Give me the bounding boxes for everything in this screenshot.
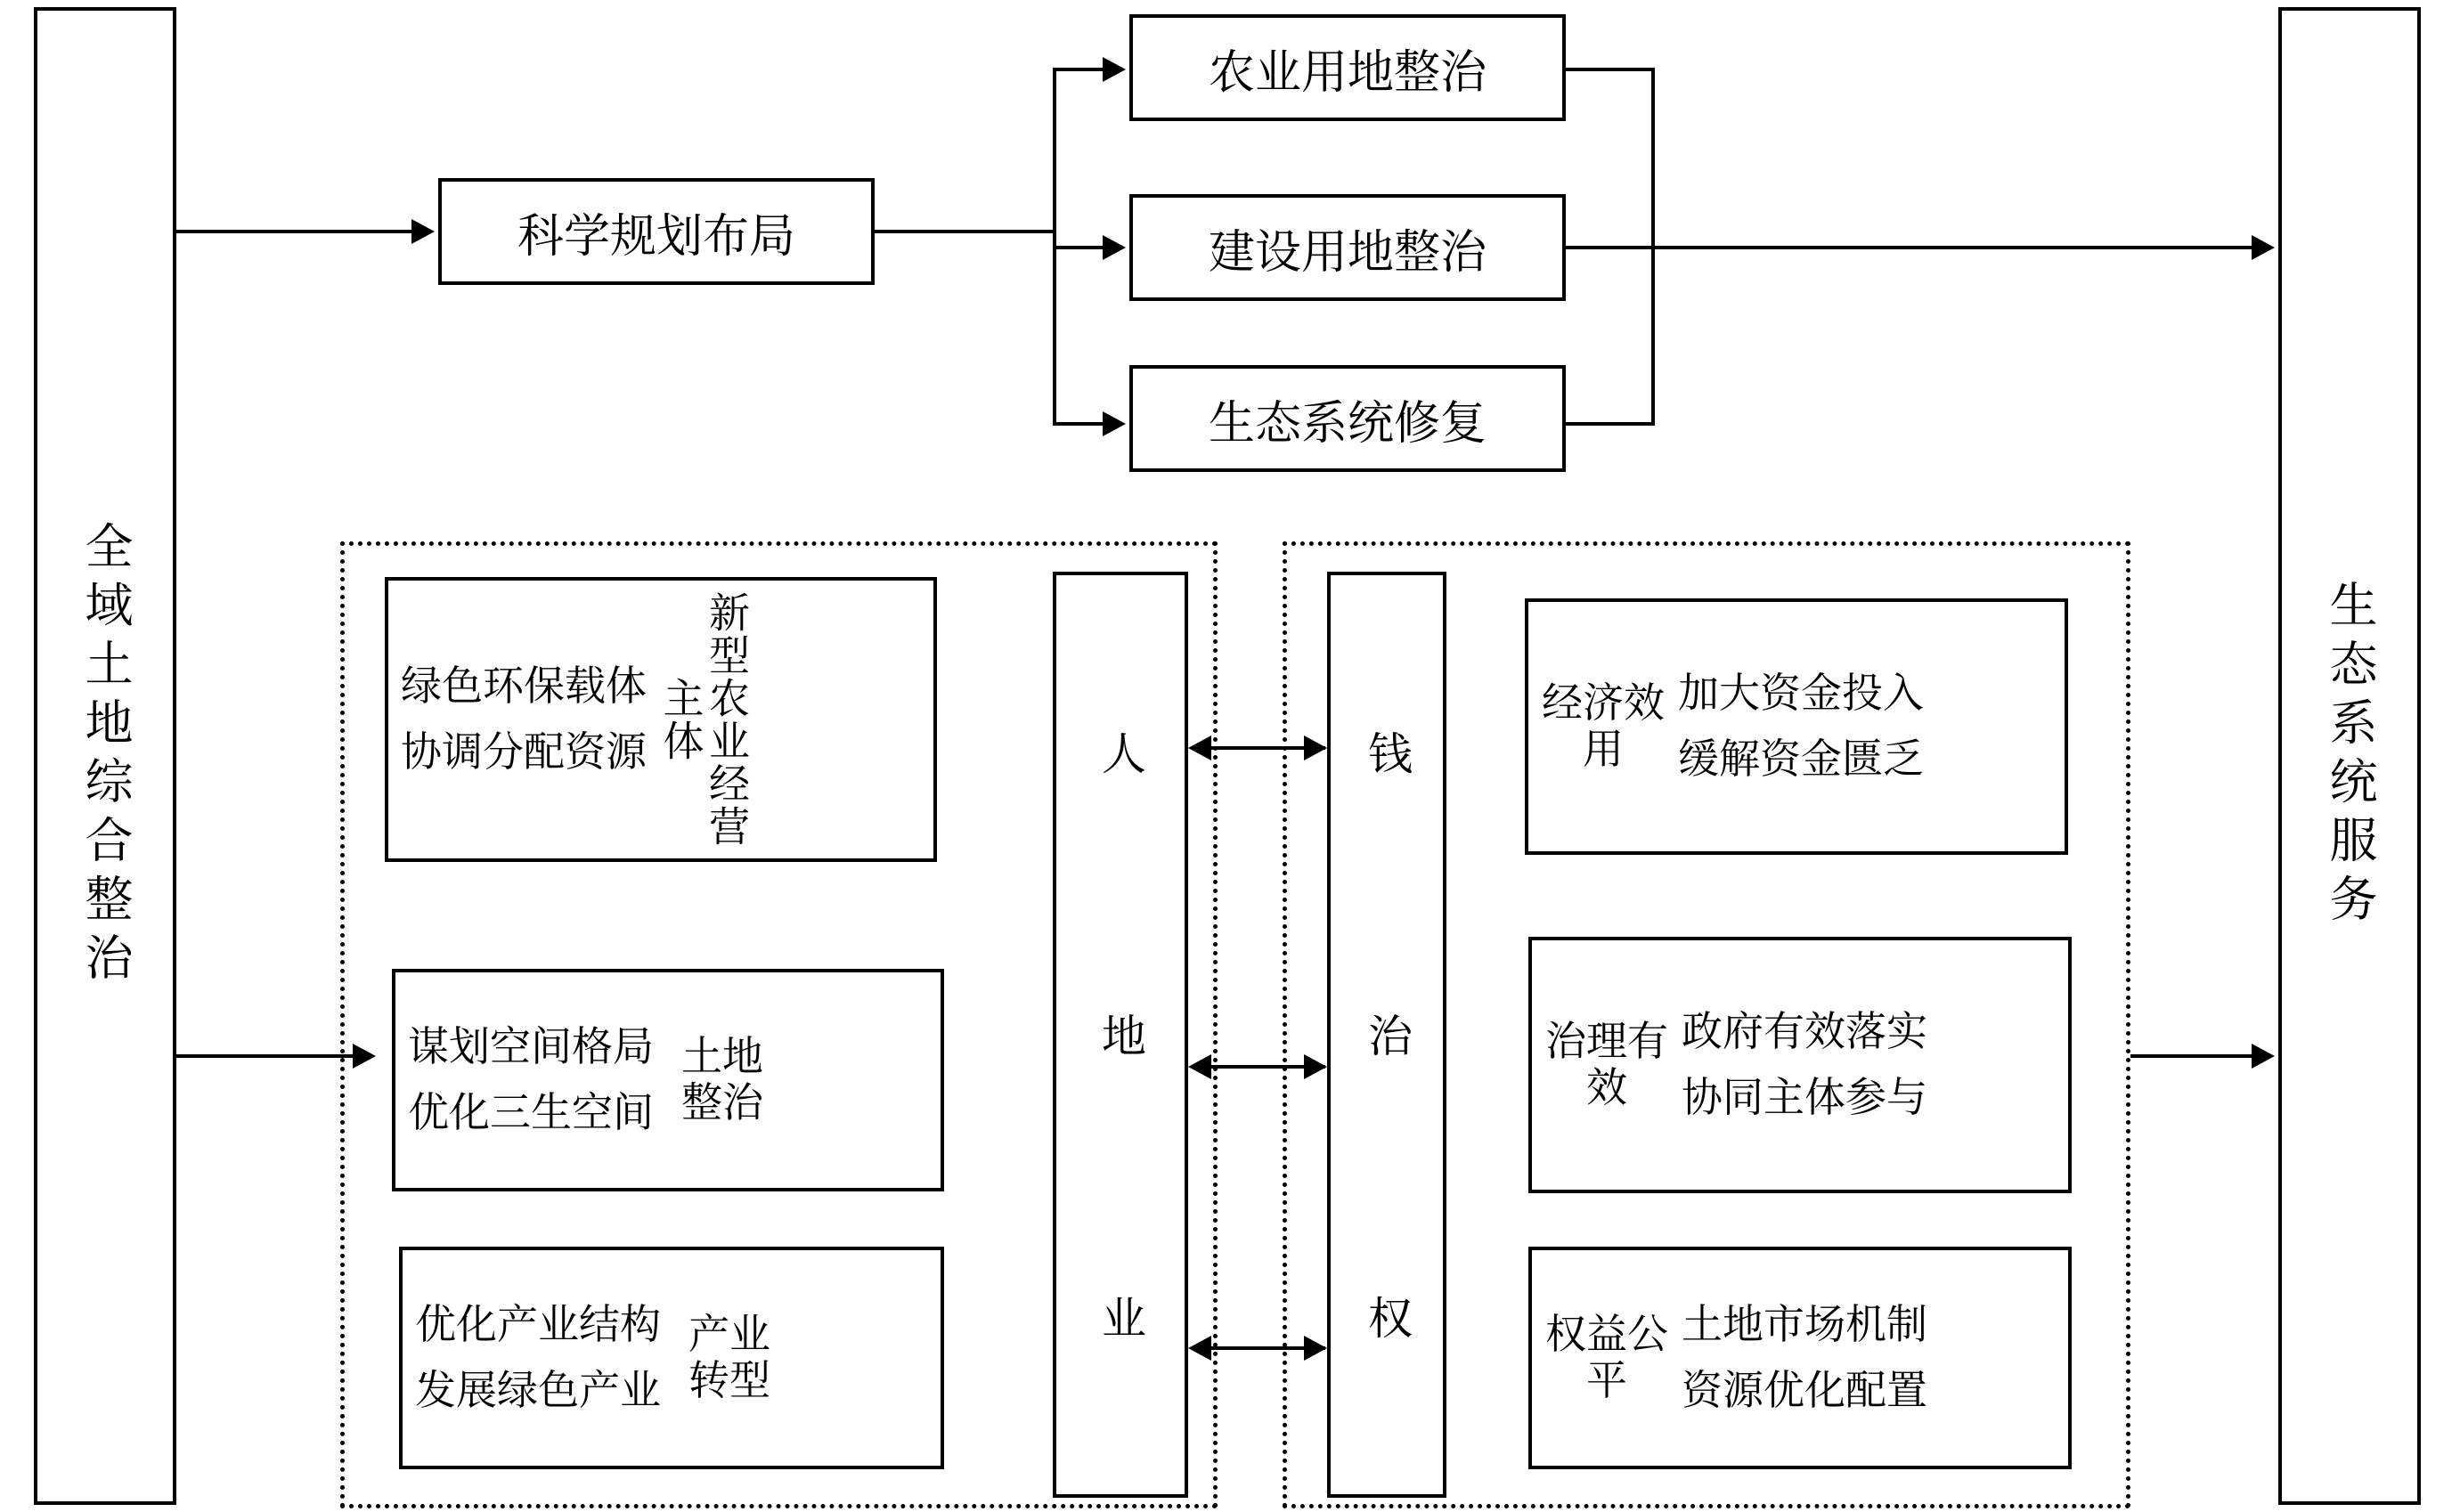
- node-center-right-char-1: 钱: [1362, 729, 1412, 775]
- connector-leftmain-to-group: [176, 1054, 365, 1058]
- node-right-item-3-line-1: 土地市场机制: [1682, 1301, 1927, 1347]
- node-center-bar-left-stack: [1088, 575, 1153, 1494]
- arrowhead-bars-1-right: [1304, 736, 1327, 760]
- connector-top2-to-rightmain: [1566, 246, 2260, 249]
- node-center-bar-right-stack: [1355, 575, 1419, 1494]
- node-right-item-2: [1528, 937, 2072, 1193]
- node-right-item-1-tag: 经济效用: [1542, 680, 1665, 772]
- node-top-1-label: 农业用地整治: [1208, 47, 1487, 99]
- node-right-item-2-lines: [1676, 1008, 1927, 1120]
- node-right-item-3-lines: [1676, 1301, 1927, 1413]
- node-left-item-1-tag: 新型农业经营主体: [657, 591, 750, 848]
- node-right-item-3-line-2: 资源优化配置: [1682, 1368, 1927, 1413]
- node-planning-label: 科学规划布局: [517, 211, 795, 263]
- node-left-item-3-tag: 产业转型: [688, 1312, 770, 1403]
- node-center-right-char-2: 治: [1362, 1012, 1412, 1057]
- node-right-item-2-line-1: 政府有效落实: [1682, 1008, 1927, 1054]
- node-left-item-3-lines: [403, 1301, 661, 1413]
- node-right-item-1-lines: [1673, 672, 1924, 782]
- node-left-main-label: 全域土地综合整治: [78, 521, 132, 991]
- node-right-main-label: 生态系统服务: [2323, 580, 2376, 932]
- node-top-2: [1129, 194, 1566, 301]
- node-top-3-label: 生态系统修复: [1208, 398, 1487, 450]
- arrowhead-top1-in: [1103, 57, 1126, 82]
- node-right-item-2-line-2: 协同主体参与: [1682, 1075, 1927, 1120]
- arrowhead-bars-2-right: [1304, 1054, 1327, 1079]
- arrowhead-bars-2-left: [1188, 1054, 1211, 1079]
- connector-top1-out: [1566, 68, 1655, 71]
- node-center-left-char-1: 人: [1096, 729, 1145, 775]
- node-center-bar-right: [1327, 572, 1446, 1498]
- node-left-item-1: [385, 577, 937, 862]
- node-left-item-1-lines: [388, 665, 647, 775]
- node-top-1: [1129, 14, 1566, 121]
- node-right-item-3-tag: 权益公平: [1545, 1312, 1668, 1403]
- connector-top3-out: [1566, 422, 1655, 426]
- arrowhead-top2-in: [1103, 235, 1126, 260]
- connector-bus-to-top1: [1053, 68, 1106, 71]
- arrowhead-planning-in: [411, 219, 435, 244]
- node-left-item-2-line-1: 谋划空间格局: [408, 1023, 654, 1069]
- connector-leftmain-to-planning: [176, 230, 415, 233]
- connector-bus-to-top3: [1053, 422, 1106, 426]
- arrowhead-bars-3-left: [1188, 1336, 1211, 1361]
- node-left-item-2-tag: 土地整治: [681, 1034, 763, 1126]
- node-left-item-1-line-1: 绿色环保载体: [401, 663, 647, 709]
- arrowhead-bars-3-right: [1304, 1336, 1327, 1361]
- node-center-left-char-3: 业: [1096, 1295, 1145, 1340]
- arrowhead-top3-in: [1103, 411, 1126, 436]
- node-top-2-label: 建设用地整治: [1208, 227, 1487, 279]
- connector-planning-to-bus: [875, 230, 1053, 233]
- node-left-item-2: [392, 969, 944, 1191]
- node-left-item-2-lines: [395, 1023, 654, 1135]
- node-right-item-1: [1525, 598, 2068, 855]
- node-right-main: [2278, 7, 2421, 1505]
- connector-bus-to-top2: [1053, 246, 1106, 249]
- arrowhead-rightmain-bottom-in: [2252, 1044, 2275, 1069]
- node-right-item-1-line-2: 缓解资金匮乏: [1678, 736, 1924, 782]
- node-right-item-3: [1528, 1247, 2072, 1469]
- node-right-item-1-line-1: 加大资金投入: [1678, 670, 1924, 716]
- node-left-main: [34, 7, 176, 1505]
- node-center-bar-left: [1053, 572, 1188, 1498]
- node-right-item-2-tag: 治理有效: [1545, 1019, 1668, 1110]
- node-center-left-char-2: 地: [1096, 1012, 1145, 1057]
- node-left-item-1-line-2: 协调分配资源: [401, 729, 647, 775]
- node-top-3: [1129, 365, 1566, 472]
- arrowhead-bars-1-left: [1188, 736, 1211, 760]
- node-center-right-char-3: 权: [1362, 1295, 1412, 1340]
- arrowhead-rightmain-top-in: [2252, 235, 2275, 260]
- node-planning: [438, 178, 875, 285]
- node-left-item-2-line-2: 优化三生空间: [408, 1090, 654, 1135]
- node-left-item-3: [399, 1247, 944, 1469]
- connector-group-to-rightmain: [2130, 1054, 2260, 1058]
- node-left-item-3-line-2: 发展绿色产业: [415, 1368, 661, 1413]
- node-left-item-3-line-1: 优化产业结构: [415, 1301, 661, 1347]
